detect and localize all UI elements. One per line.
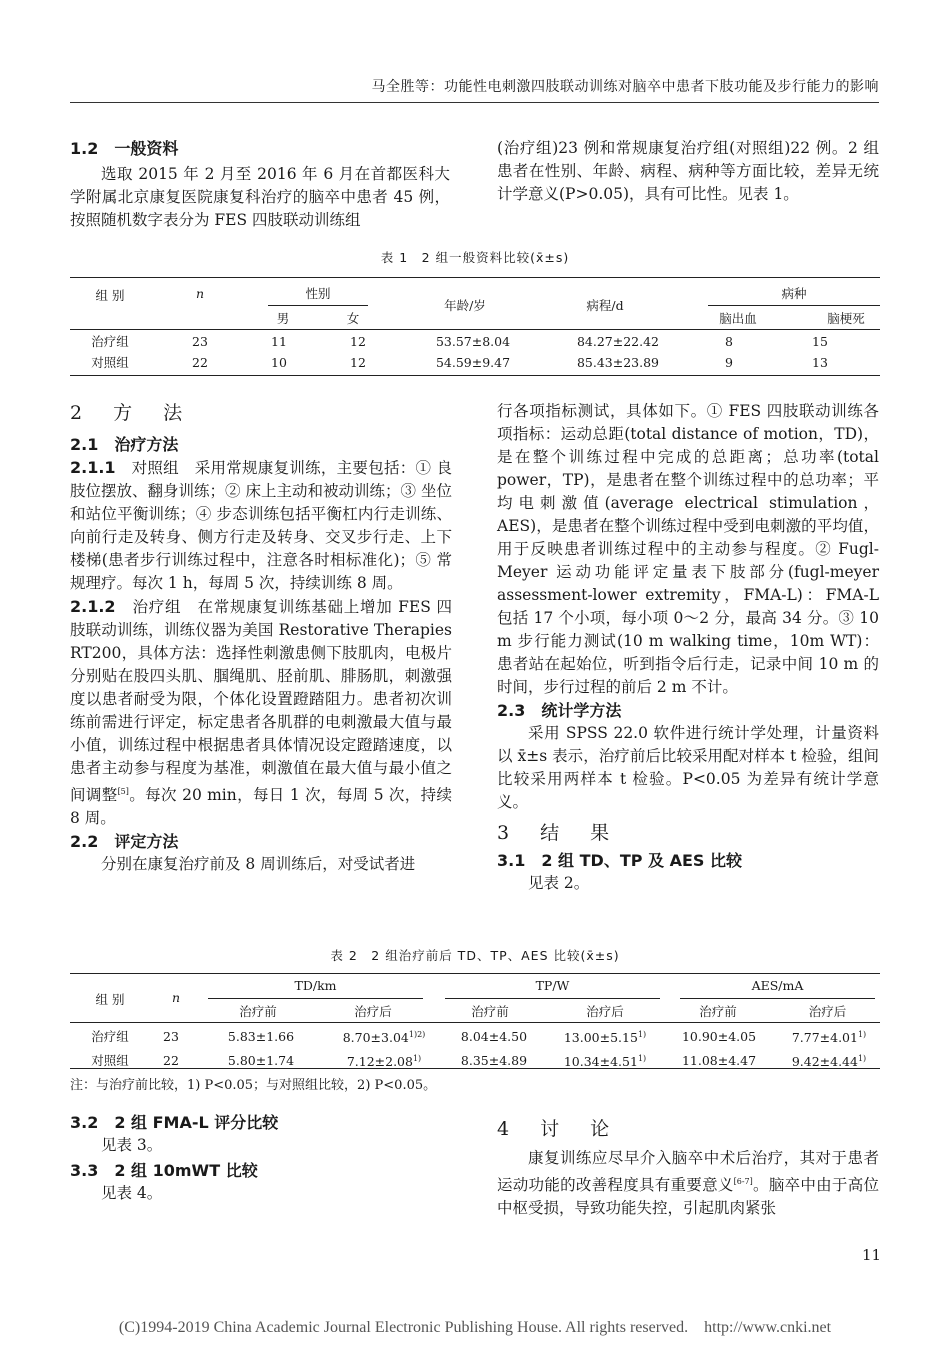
section-1-2-title: 1.2 一般资料 <box>70 139 179 158</box>
table-2-header-tp-after: 治疗后 <box>586 1004 624 1019</box>
section-2-3-title: 2.3 统计学方法 <box>497 701 622 720</box>
table-2-header-tp: TP/W <box>535 978 570 993</box>
cell-td-before: 5.83±1.66 <box>227 1028 295 1044</box>
table-2-header-td-after: 治疗后 <box>354 1004 392 1019</box>
section-3-3-text: 见表 4。 <box>101 1184 163 1202</box>
header-rule <box>70 102 879 103</box>
section-3-1-text: 见表 2。 <box>528 874 590 892</box>
section-2-1-2-label: 2.1.2 <box>70 597 116 616</box>
table-2-td-rule <box>208 998 423 999</box>
cell-group: 治疗组 <box>91 1028 129 1044</box>
table-2-header-rule <box>70 1022 880 1023</box>
citation-5: [5] <box>117 787 129 796</box>
significance-mark: 1) <box>637 1030 647 1039</box>
section-2-2-text-right: 行各项指标测试，具体如下。① FES 四肢联动训练各项指标：运动总距(total distance of motion，TD)，是在整个训练过程中完成的总距离；总功率(total power，TP)，是患者在整个训练过程中的总功率；平均电刺激值(average electrical stimulation，AES)，是患者在整个训练过程中受到电刺激的平均值，用于反映患者训练过程中的主动参与程度。② Fugl-Meyer 运动功能评定量表下肢部分(fugl-meyer assessment-lower extremity，FMA-L)：FMA-L 包括 17 个小项，每小项 0～2 分，最高 34 分。③ 10 m 步行能力测试(10 m walking time，10m WT)：患者站在起始位，听到指令后行走，记录中间 10 m 的时间，步行过程的前后 2 m 不计。 <box>497 402 879 696</box>
cell-tp-before: 8.35±4.89 <box>460 1052 528 1068</box>
table-1-body <box>70 331 880 373</box>
section-2-1-2-body: 治疗组 在常规康复训练基础上增加 FES 四肢联动训练，训练仪器为美国 Restorative Therapies RT200，具体方法：选择性刺激患侧下肢肌肉，电极片分别贴在股四头肌、腘绳肌、胫前肌、腓肠肌，刺激强度以患者耐受为限，个体化设置蹬踏阻力。患者初次训练前需进行评定，标定患者各肌群的电刺激最大值与最小值，训练过程中根据患者具体情况设定蹬踏速度，以患者主动参与程度为基准，刺激值在最大值与最小值之间调整 <box>70 598 452 805</box>
table-1-header-infarction: 脑梗死 <box>827 311 865 326</box>
section-2-3-text: 采用 SPSS 22.0 软件进行统计学处理，计量资料以 x̄±s 表示，治疗前后比较采用配对样本 t 检验，组间比较采用两样本 t 检验。P<0.05 为差异有统计学意义。 <box>497 724 879 811</box>
cell-aes-after: $7.77\pm 4.01^{1)}$ <box>791 1030 867 1046</box>
table-1-header-age: 年龄/岁 <box>444 298 486 313</box>
table-1-header-female: 女 <box>346 311 360 326</box>
table-1-header-disease: 病种 <box>781 286 807 301</box>
section-2-1-1-body: 对照组 采用常规康复训练，主要包括：① 良肢位摆放、翻身训练；② 床上主动和被动训练；③ 坐位和站位平衡训练；④ 步态训练包括平衡杠内行走训练、向前行走及转身、侧方行走及转身、交叉步行走、上下楼梯(患者步行训练过程中，注意各时相标准化)；⑤ 常规理疗。每次 1 h，每周 5 次，持续训练 8 周。 <box>70 459 452 592</box>
section-4-title: 4 讨 论 <box>497 1118 616 1140</box>
section-2-1-1-text <box>70 456 452 595</box>
section-2-1-title: 2.1 治疗方法 <box>70 435 179 454</box>
section-2-1-2-text <box>70 595 452 830</box>
table-2-note: 注：与治疗前比较，1) P<0.05；与对照组比较，2) P<0.05。 <box>70 1078 437 1093</box>
significance-mark: 1) <box>412 1054 422 1064</box>
table-1-header-sex: 性别 <box>305 286 331 301</box>
right-column-bottom <box>497 1118 879 1220</box>
cell-course: 85.43±23.89 <box>576 355 660 370</box>
section-3-2-text: 见表 3。 <box>101 1136 163 1154</box>
section-2-1-2-body-end: 。每次 20 min，每日 1 次，每周 5 次，持续 8 周。 <box>70 786 452 828</box>
cell-infarction: 13 <box>812 355 828 370</box>
table-1-header-male: 男 <box>276 311 290 326</box>
cell-age: 53.57±8.04 <box>435 334 511 349</box>
cell-group: 治疗组 <box>91 334 129 349</box>
table-row <box>70 352 880 373</box>
left-column-top <box>70 137 450 232</box>
cell-td-before: 5.80±1.74 <box>227 1052 295 1068</box>
cell-group: 对照组 <box>91 1052 129 1068</box>
page-number: 11 <box>862 1246 882 1264</box>
table-1-top-rule <box>70 277 880 278</box>
table-2-header-n: n <box>171 990 181 1005</box>
cell-aes-before: 10.90±4.05 <box>681 1028 757 1044</box>
significance-mark: 1) <box>857 1054 867 1064</box>
citation-6-7: [6-7] <box>733 1177 753 1186</box>
table-1-disease-rule <box>708 305 880 306</box>
cell-course: 84.27±22.42 <box>576 334 660 349</box>
cell-age: 54.59±9.47 <box>435 355 511 370</box>
table-2-title: 表 2 2 组治疗前后 TD、TP、AES 比较(x̄±s) <box>330 948 620 963</box>
cell-tp-after: $10.34\pm 4.51^{1)}$ <box>563 1054 647 1070</box>
table-2-body <box>70 1024 880 1072</box>
table-1-header-hemorrhage: 脑出血 <box>719 311 757 326</box>
table-1-title: 表 1 2 组一般资料比较(x̄±s) <box>380 250 570 265</box>
right-column-methods <box>497 400 879 895</box>
table-2-header-group: 组 别 <box>95 992 125 1007</box>
cell-group: 对照组 <box>91 355 129 370</box>
cell-aes-before: 11.08±4.47 <box>681 1052 757 1068</box>
significance-mark: 1) <box>637 1054 647 1064</box>
table-2-header-aes-before: 治疗前 <box>699 1004 737 1019</box>
cell-female: 12 <box>350 355 366 370</box>
cell-hemorrhage: 8 <box>725 334 733 349</box>
cell-td-after: $8.70\pm 3.04^{1)2)}$ <box>342 1030 426 1046</box>
table-2-aes-rule <box>680 998 875 999</box>
section-1-2-text-left: 选取 2015 年 2 月至 2016 年 6 月在首都医科大学附属北京康复医院康复科治疗的脑卒中患者 45 例，按照随机数字表分为 FES 四肢联动训练组 <box>70 165 450 229</box>
table-row <box>70 331 880 352</box>
table-2-header-td-before: 治疗前 <box>239 1004 277 1019</box>
section-2-2-text-left: 分别在康复治疗前及 8 周训练后，对受试者进 <box>101 855 416 874</box>
section-2-2-title: 2.2 评定方法 <box>70 832 179 852</box>
cell-n: 22 <box>163 1052 179 1068</box>
table-1-header-rule <box>70 329 880 330</box>
cell-tp-before: 8.04±4.50 <box>460 1028 528 1044</box>
table-row <box>70 1048 880 1072</box>
section-2-title: 2 方 法 <box>70 402 189 424</box>
copyright-watermark: (C)1994-2019 China Academic Journal Electronic Publishing House. All rights reserved. http://www.cnki.net <box>118 1319 832 1336</box>
right-column-top <box>497 137 879 206</box>
section-3-title: 3 结 果 <box>497 822 616 844</box>
cell-hemorrhage: 9 <box>725 355 733 370</box>
table-1-header-n: n <box>195 286 205 301</box>
cell-infarction: 15 <box>812 334 828 349</box>
table-1-header-group: 组 别 <box>95 288 125 303</box>
section-1-2-text-right: (治疗组)23 例和常规康复治疗组(对照组)22 例。2 组患者在性别、年龄、病程、病种等方面比较，差异无统计学意义(P>0.05)，具有可比性。见表 1。 <box>497 139 879 203</box>
cell-n: 23 <box>163 1028 179 1044</box>
section-3-2-title: 3.2 2 组 FMA-L 评分比较 <box>70 1113 279 1132</box>
left-column-bottom <box>70 1111 450 1205</box>
cell-male: 11 <box>271 334 287 349</box>
table-2-header-td: TD/km <box>294 978 337 993</box>
cell-n: 23 <box>192 334 208 349</box>
running-head: 马全胜等：功能性电刺激四肢联动训练对脑卒中患者下肢功能及步行能力的影响 <box>371 79 879 95</box>
table-1-bottom-rule <box>70 375 880 376</box>
table-2-header-tp-before: 治疗前 <box>471 1004 509 1019</box>
left-column-methods <box>70 402 452 876</box>
section-3-1-title: 3.1 2 组 TD、TP 及 AES 比较 <box>497 851 743 870</box>
cell-male: 10 <box>271 355 287 370</box>
table-2-top-rule <box>70 973 880 974</box>
table-2-header-aes: AES/mA <box>751 978 804 993</box>
cell-female: 12 <box>350 334 366 349</box>
table-2-header-aes-after: 治疗后 <box>808 1004 847 1019</box>
table-row <box>70 1024 880 1048</box>
section-3-3-title: 3.3 2 组 10mWT 比较 <box>70 1161 258 1180</box>
section-4-text: 康复训练应尽早介入脑卒中术后治疗，其对于患者运动功能的改善程度具有重要意义[6-7]。脑卒中由于高位中枢受损，导致功能失控，引起肌肉紧张 <box>497 1149 879 1218</box>
table-1-header-course: 病程/d <box>586 298 624 313</box>
table-1-sex-rule <box>268 305 368 306</box>
cell-tp-after: $13.00\pm 5.15^{1)}$ <box>563 1030 647 1046</box>
cell-aes-after: $9.42\pm 4.44^{1)}$ <box>791 1054 867 1070</box>
cell-n: 22 <box>192 355 208 370</box>
table-2-tp-rule <box>445 998 660 999</box>
significance-mark: 1) <box>857 1030 867 1039</box>
section-2-1-1-label: 2.1.1 <box>70 458 116 477</box>
significance-mark: 1)2) <box>408 1030 426 1039</box>
cell-td-after: $7.12\pm 2.08^{1)}$ <box>346 1054 422 1070</box>
